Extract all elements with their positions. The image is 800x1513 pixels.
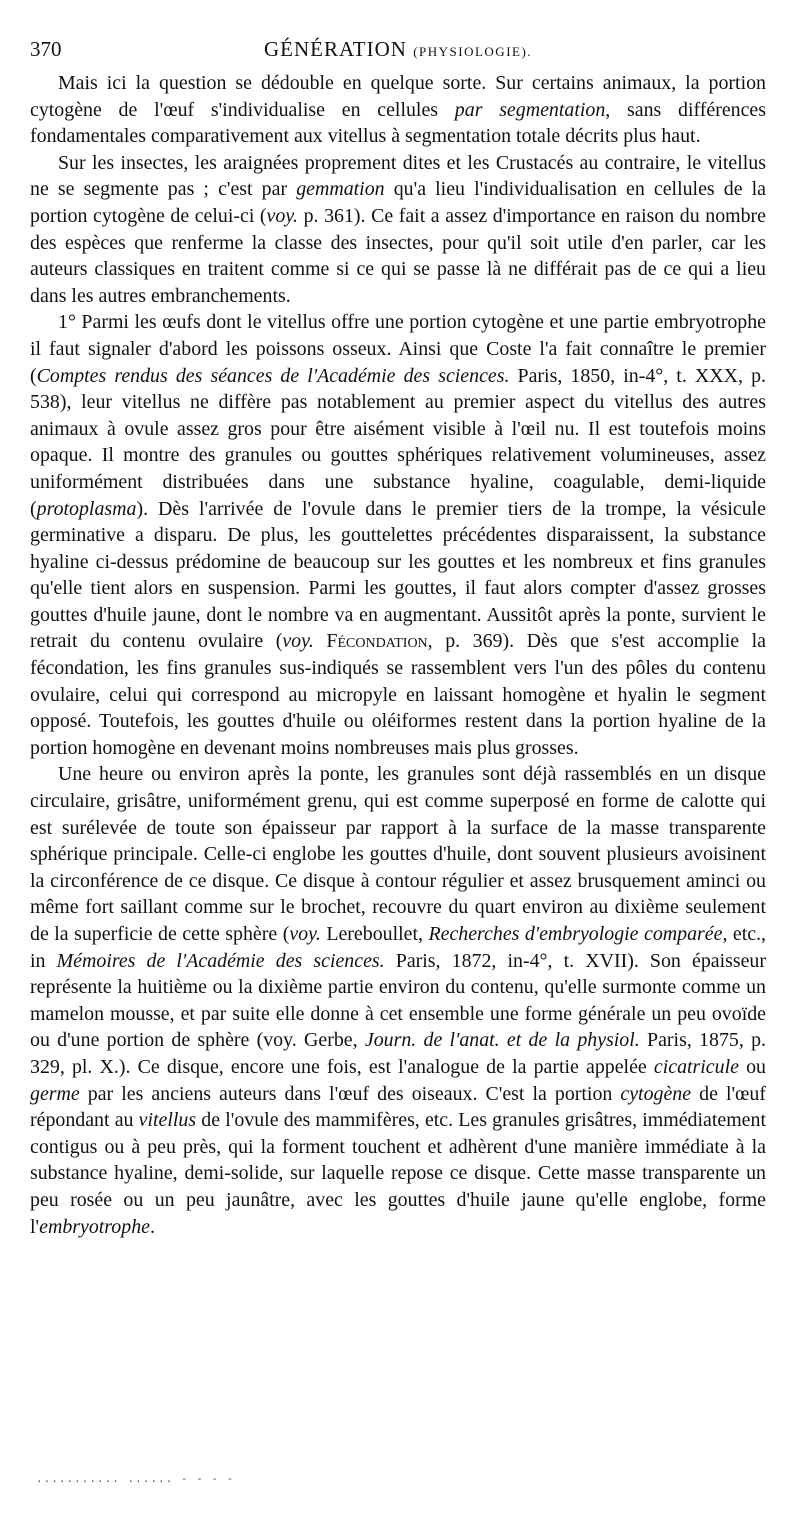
book-page [30, 34, 766, 1240]
text-run: ou [738, 1055, 766, 1078]
italic-run: Journ. de l'anat. et de la physiol. [364, 1029, 640, 1052]
paragraph [30, 761, 766, 1240]
running-title-main: GÉNÉRATION [263, 37, 407, 61]
text-run: Paris, 1872, in-4°, t. XVII). Son épaisseur représente la huitième ou la dixième partie environ du contenu, qu'elle surmonte comme un mamelon mousse, et par suite elle donne à cet ensemble une forme générale un peu ovoïde ou d'une portion de sphère (voy. Gerbe, [30, 949, 767, 1052]
text-run: de l'ovule des mammifères, etc. Les granules grisâtres, immédiatement contigus ou à peu près, qui la forment touchent et adhèrent d'une manière immédiate à la substance hyaline, demi-solide, sur laquelle repose ce disque. Cette masse transparente un peu rosée ou un peu jaunâtre, avec les gouttes d'huile jaune qu'elle englobe, forme l' [30, 1109, 766, 1238]
text-run: Lereboullet, [320, 923, 429, 945]
text-run: 1° Parmi les œufs dont le vitellus offre une portion cytogène et une partie embryotrophe il faut signaler d'abord les poissons osseux. Ainsi que Coste l'a fait connaître le premier ( [30, 311, 766, 387]
running-title-sub: (PHYSIOLOGIE). [413, 44, 533, 59]
italic-run: protoplasma [36, 497, 137, 520]
text-run: p. 361). Ce fait a assez d'importance en raison du nombre des espèces que renferme la classe des insectes, pour qu'il soit utile d'en parler, car les auteurs classiques en traitent comme si ce qui se passe là ne différait pas de ce qui a lieu dans les autres embranchements. [30, 204, 767, 307]
text-run: de l'œuf répondant au [30, 1082, 766, 1132]
paragraph [30, 309, 766, 761]
text-run: Paris, 1850, in-4°, t. XXX, p. 538), leur vitellus ne diffère pas notablement au premier aspect du vitellus des autres animaux à ovule assez gros pour être aisément visible à l'œil nu. Il est toutefois moins opaque. Il montre des granules ou gouttes sphériques relativement volumineuses, assez uniformément distribuées dans une substance hyaline, coagulable, demi-liquide ( [30, 364, 766, 520]
italic-run: embryotrophe [39, 1215, 150, 1238]
page-header [30, 34, 766, 64]
italic-run: voy. [289, 923, 321, 945]
text-run: qu'a lieu l'individualisation en cellules de la portion cytogène de celui-ci ( [30, 178, 766, 227]
italic-run: gemmation [296, 178, 385, 201]
text-run: Sur les insectes, les araignées proprement dites et les Crustacés au contraire, le vitellus ne se segmente pas ; c'est par [30, 151, 766, 201]
italic-run: cicatricule [653, 1055, 739, 1078]
body-text [30, 70, 766, 1240]
small-caps-run: Fécondation [326, 630, 428, 653]
italic-run: par segmentation [454, 98, 606, 121]
italic-run: voy. [282, 630, 314, 653]
text-run [314, 630, 327, 652]
italic-run: germe [30, 1082, 80, 1105]
text-run: Une heure ou environ après la ponte, les granules sont déjà rassemblés en un disque circulaire, grisâtre, uniformément grenu, qui est comme superposé en forme de calotte qui est surélevée de toute son épaisseur par rapport à la surface de la masse transparente sphérique principale. Celle-ci englobe les gouttes d'huile, dont souvent plusieurs avoisinent la circonférence de ce disque. Ce disque à contour régulier et assez brusquement aminci ou même fort saillant comme sur le brochet, recouvre du quart environ au dixième seulement de la superficie de cette sphère ( [30, 763, 766, 945]
running-title [30, 34, 766, 67]
italic-run: Comptes rendus des séances de l'Académie des sciences. [36, 364, 510, 387]
italic-run: cytogène [620, 1082, 692, 1105]
text-run: . [149, 1215, 155, 1238]
italic-run: vitellus [138, 1109, 197, 1132]
text-run: par les anciens auteurs dans l'œuf des oiseaux. C'est la portion [79, 1082, 621, 1105]
text-run: , sans différences fondamentales comparativement aux vitellus à segmentation totale décrits plus haut. [30, 98, 767, 148]
paragraph [30, 150, 766, 310]
italic-run: Mémoires de l'Académie des sciences. [56, 949, 385, 972]
text-run: ). Dès l'arrivée de l'ovule dans le premier tiers de la trompe, la vésicule germinative a disparu. De plus, les gouttelettes précédentes disparaissent, la substance hyaline ci-dessus prédomine de beaucoup sur les gouttes et les nombreux et fins granules qu'elle tient alors en suspension. Parmi les gouttes, il faut alors compter d'assez grosses gouttes d'huile jaune, dont le nombre va en augmentant. Aussitôt après la ponte, survient le retrait du contenu ovulaire ( [30, 497, 766, 653]
text-run: Mais ici la question se dédouble en quelque sorte. Sur certains animaux, la portion cytogène de l'œuf s'individualise en cellules [30, 72, 766, 121]
text-run: , etc., in [30, 923, 767, 972]
text-run: , p. 369). Dès que s'est accomplie la fécondation, les fins granules sus-indiqués se rassemblent vers l'un des pôles du contenu ovulaire, celui qui correspond au micropyle en laissant homogène et hyalin le segment opposé. Toutefois, les gouttes d'huile ou oléiformes restent dans la portion hyaline de la portion homogène en devenant moins nombreuses mais plus grosses. [30, 630, 766, 759]
paragraph [30, 70, 766, 150]
italic-run: Recherches d'embryologie comparée [428, 923, 723, 945]
page-number: 370 [30, 37, 62, 61]
text-run: Paris, 1875, p. 329, pl. X.). Ce disque, encore une fois, est l'analogue de la partie appelée [30, 1029, 766, 1078]
footer-marks: ........... ...... - - - - [36, 1472, 235, 1485]
italic-run: voy. [266, 204, 299, 227]
